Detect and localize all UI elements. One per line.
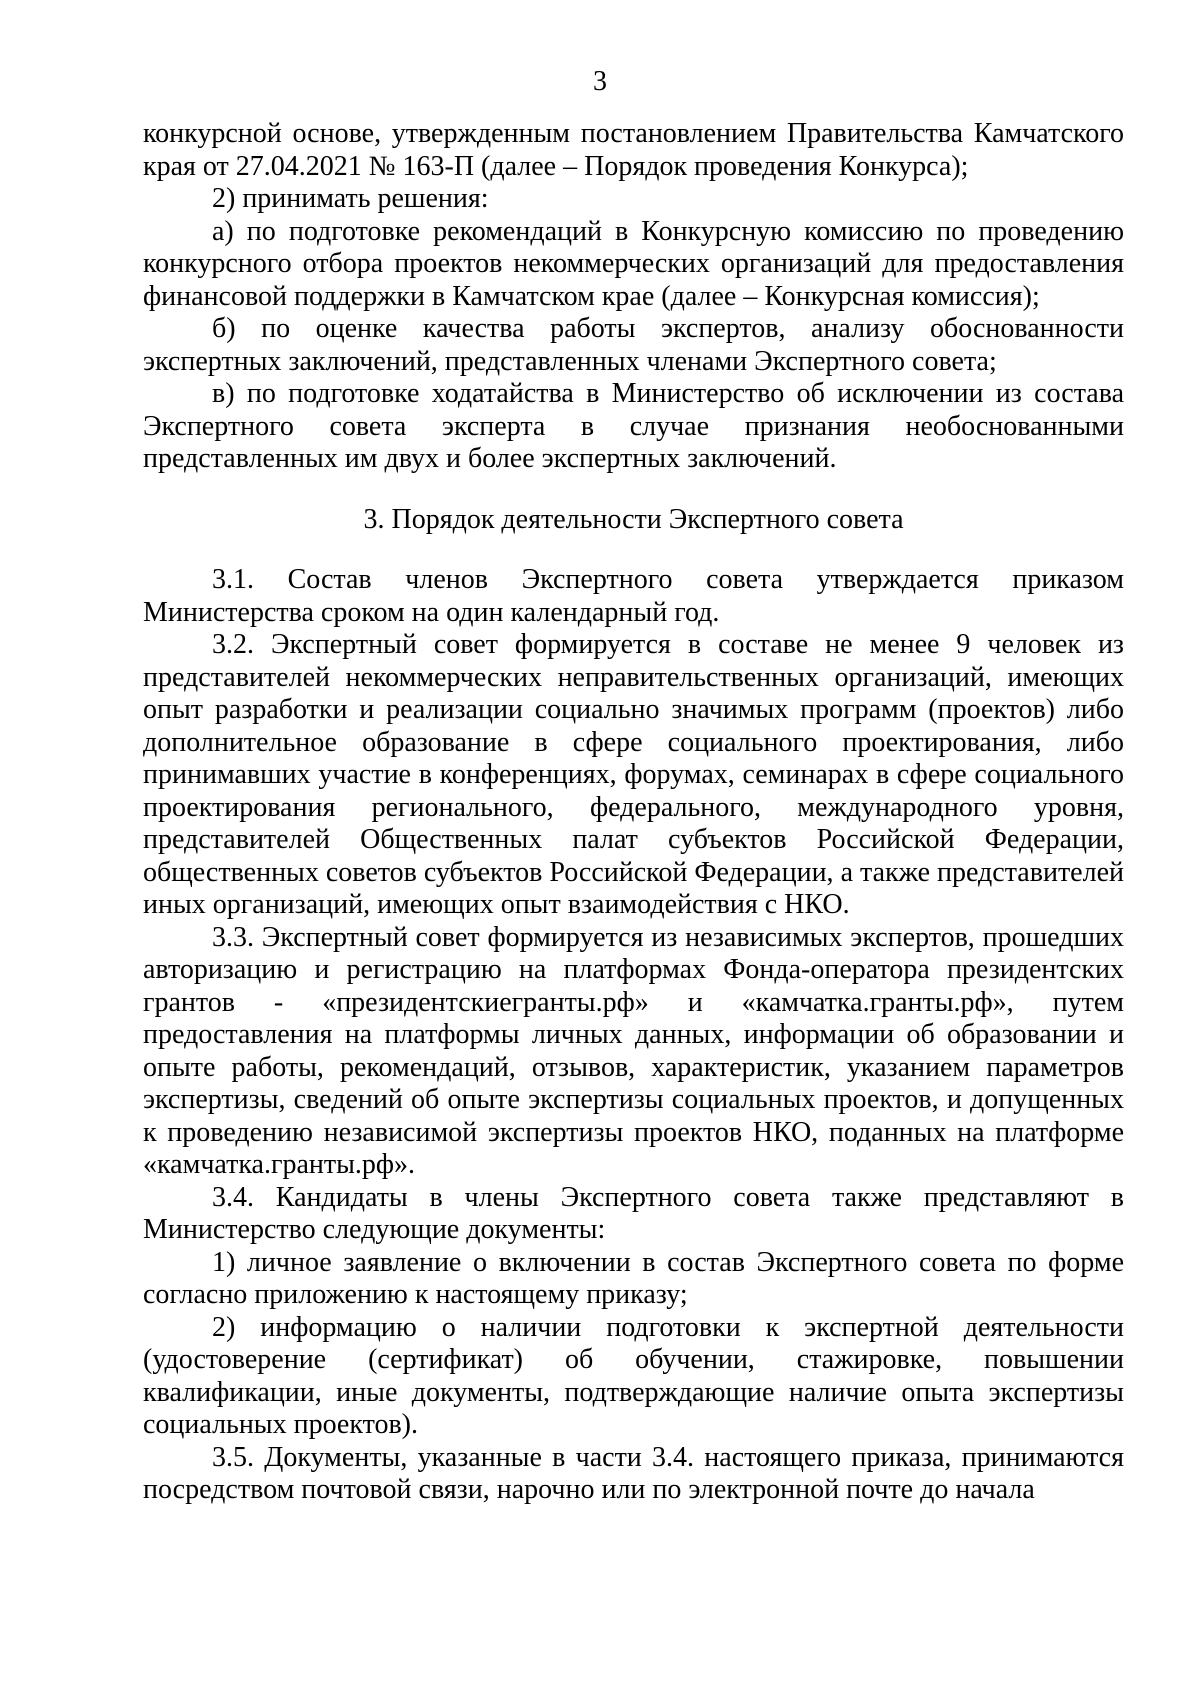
paragraph-continuation: конкурсной основе, утвержденным постановлением Правительства Камчатского края от 27.04.2021 № 163-П (далее – Порядок проведения Конкурса); (143, 118, 1124, 182)
paragraph-3-3: 3.3. Экспертный совет формируется из независимых экспертов, прошедших авторизацию и регистрацию на платформах Фонда-оператора президентских грантов - «президентскиегранты.рф» и «камчатка.гранты.рф», путем предоставления на платформы личных данных, информации об образовании и опыте работы, рекомендаций, отзывов, характеристик, указанием параметров экспертизы, сведений об опыте экспертизы социальных проектов, и допущенных к проведению независимой экспертизы проектов НКО, поданных на платформе «камчатка.гранты.рф». (143, 921, 1124, 1180)
document-body (143, 118, 1124, 1507)
section-heading: 3. Порядок деятельности Экспертного совета (363, 503, 904, 535)
paragraph-item-v: в) по подготовке ходатайства в Министерство об исключении из состава Экспертного совета эксперта в случае признания необоснованными представленных им двух и более экспертных заключений. (143, 378, 1124, 474)
page-number: 3 (593, 66, 607, 97)
paragraph-item-2: 2) принимать решения: (212, 183, 489, 214)
paragraph-3-4-item-1: 1) личное заявление о включении в состав Экспертного совета по форме согласно приложению к настоящему приказу; (143, 1246, 1124, 1310)
paragraph-3-4-item-2: 2) информацию о наличии подготовки к экспертной деятельности (удостоверение (сертификат) об обучении, стажировке, повышении квалификации, иные документы, подтверждающие наличие опыта экспертизы социальных проектов). (143, 1311, 1124, 1440)
paragraph-3-2: 3.2. Экспертный совет формируется в составе не менее 9 человек из представителей некоммерческих неправительственных организаций, имеющих опыт разработки и реализации социально значимых программ (проектов) либо дополнительное образование в сфере социального проектирования, либо принимавших участие в конференциях, форумах, семинарах в сфере социального проектирования регионального, федерального, международного уровня, представителей Общественных палат субъектов Российской Федерации, общественных советов субъектов Российской Федерации, а также представителей иных организаций, имеющих опыт взаимодействия с НКО. (143, 629, 1124, 920)
paragraph-item-a: а) по подготовке рекомендаций в Конкурсную комиссию по проведению конкурсного отбора проектов некоммерческих организаций для предоставления финансовой поддержки в Камчатском крае (далее – Конкурсная комиссия); (143, 215, 1124, 312)
paragraph-item-b: б) по оценке качества работы экспертов, анализу обоснованности экспертных заключений, представленных членами Экспертного совета; (143, 313, 1124, 377)
paragraph-3-5: 3.5. Документы, указанные в части 3.4. настоящего приказа, принимаются посредством почтовой связи, нарочно или по электронной почте до начала (143, 1441, 1124, 1505)
paragraph-3-1: 3.1. Состав членов Экспертного совета утверждается приказом Министерства сроком на один календарный год. (143, 564, 1124, 628)
paragraph-3-4: 3.4. Кандидаты в члены Экспертного совета также представляют в Министерство следующие документы: (143, 1181, 1124, 1245)
